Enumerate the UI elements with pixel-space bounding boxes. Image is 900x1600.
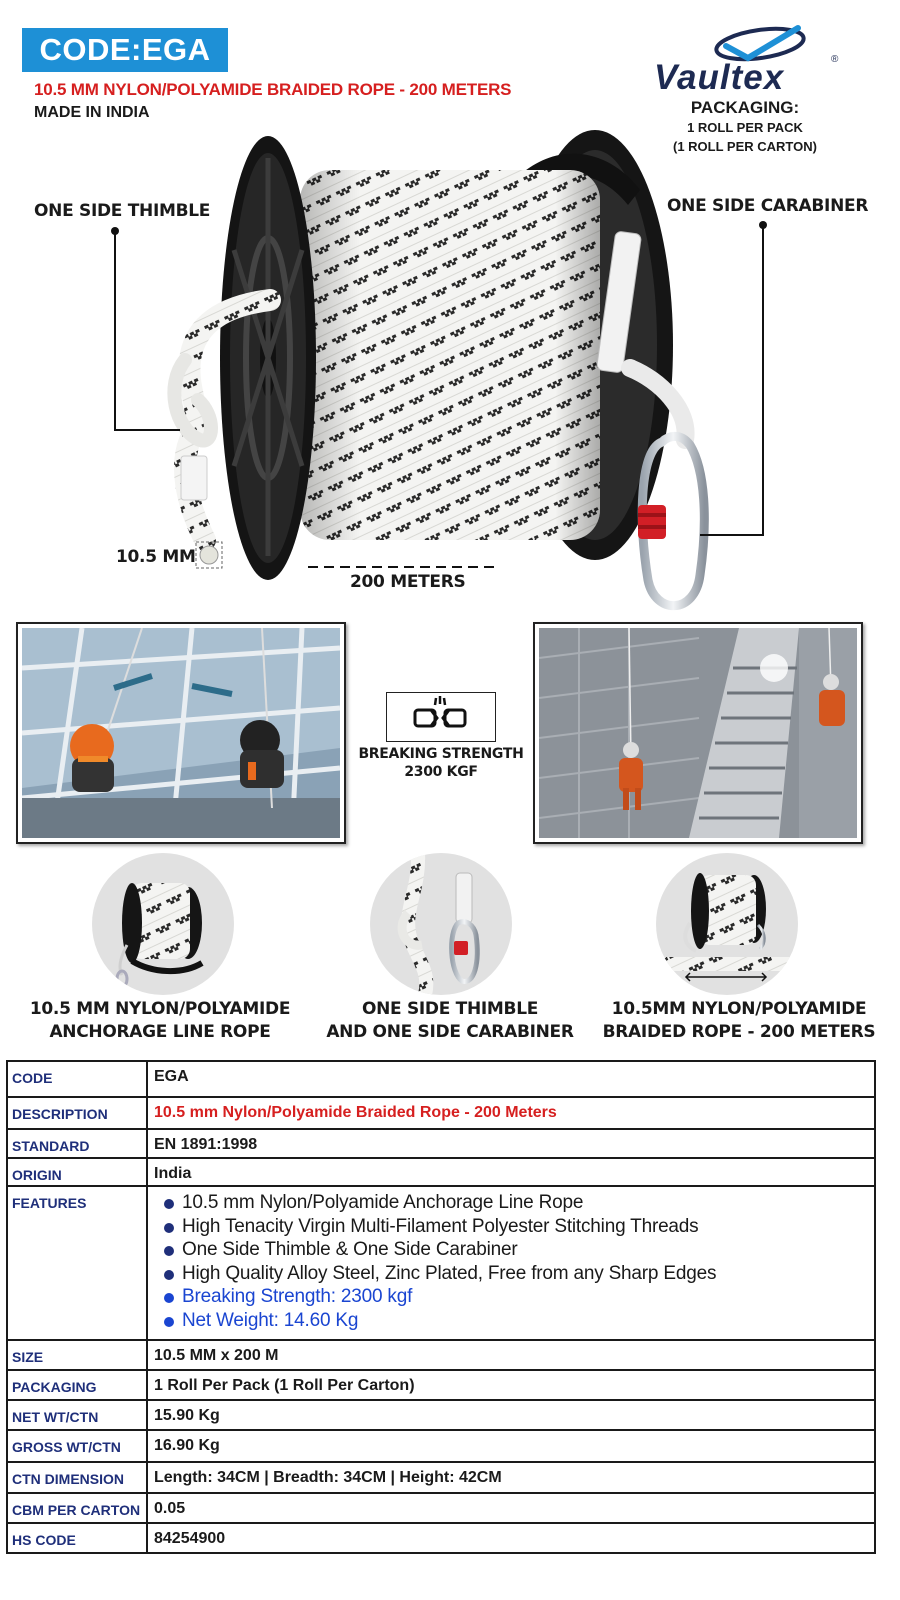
spec-row-net-weight	[7, 1400, 875, 1430]
feature-item: Net Weight: 14.60 Kg	[162, 1309, 874, 1333]
circle-caption-1-line-1: 10.5 MM NYLON/POLYAMIDE	[29, 999, 291, 1019]
spec-key: CBM PER CARTON	[7, 1493, 147, 1523]
made-in-label: MADE IN INDIA	[34, 104, 150, 121]
spec-value: 10.5 mm Nylon/Polyamide Braided Rope - 200 Meters	[147, 1097, 875, 1129]
feature-item: High Quality Alloy Steel, Zinc Plated, Free from any Sharp Edges	[162, 1262, 874, 1286]
spec-value: EN 1891:1998	[147, 1129, 875, 1158]
spec-value: 84254900	[147, 1523, 875, 1553]
spec-key: SIZE	[7, 1340, 147, 1370]
spec-table	[6, 1060, 876, 1554]
spec-value: 10.5 MM x 200 M	[147, 1340, 875, 1370]
circle-caption-3-line-1: 10.5MM NYLON/POLYAMIDE	[611, 999, 867, 1019]
spec-key: FEATURES	[7, 1186, 147, 1340]
broken-chain-icon	[387, 693, 494, 740]
feature-item: 10.5 mm Nylon/Polyamide Anchorage Line Rope	[162, 1191, 874, 1215]
circle-caption-2-line-1: ONE SIDE THIMBLE	[361, 999, 539, 1019]
spec-value: 15.90 Kg	[147, 1400, 875, 1430]
rope-reel-illustration	[0, 0, 900, 620]
breaking-strength-badge	[386, 692, 496, 742]
spec-row-ctn-dimension	[7, 1462, 875, 1493]
glass-roof-workers-illustration	[22, 628, 340, 838]
feature-list	[148, 1187, 874, 1339]
spec-row-description	[7, 1097, 875, 1129]
circle-caption-1-line-2: ANCHORAGE LINE ROPE	[49, 1022, 271, 1042]
thimble-carabiner-thumbnail	[370, 853, 512, 995]
circle-caption-3-line-2: BRAIDED ROPE - 200 METERS	[602, 1022, 876, 1042]
spec-value	[147, 1186, 875, 1340]
carabiner-callout: ONE SIDE CARABINER	[667, 196, 869, 216]
spec-key: PACKAGING	[7, 1370, 147, 1400]
code-badge: CODE:EGA	[22, 28, 228, 72]
spec-key: ORIGIN	[7, 1158, 147, 1186]
feature-item: Breaking Strength: 2300 kgf	[162, 1285, 874, 1309]
spec-row-gross-weight	[7, 1430, 875, 1462]
spec-key: GROSS WT/CTN	[7, 1430, 147, 1462]
spec-row-hs-code	[7, 1523, 875, 1553]
spec-key: CTN DIMENSION	[7, 1462, 147, 1493]
rope-reel-icon	[92, 853, 234, 995]
feature-item: One Side Thimble & One Side Carabiner	[162, 1238, 874, 1262]
spec-row-packaging	[7, 1370, 875, 1400]
spec-value: 16.90 Kg	[147, 1430, 875, 1462]
spec-key: HS CODE	[7, 1523, 147, 1553]
packaging-line-2: (1 ROLL PER CARTON)	[673, 139, 817, 154]
product-subtitle: 10.5 MM NYLON/POLYAMIDE BRAIDED ROPE - 200 METERS	[34, 80, 512, 99]
breaking-strength-value: 2300 KGF	[404, 764, 478, 780]
spec-key: DESCRIPTION	[7, 1097, 147, 1129]
packaging-title: PACKAGING:	[690, 98, 800, 117]
spec-value: EGA	[147, 1061, 875, 1097]
circle-caption-3	[594, 998, 884, 1044]
spec-key: NET WT/CTN	[7, 1400, 147, 1430]
spec-key: CODE	[7, 1061, 147, 1097]
brand-name: Vaultex	[654, 58, 785, 97]
thimble-callout: ONE SIDE THIMBLE	[34, 201, 211, 221]
spec-value: 0.05	[147, 1493, 875, 1523]
spec-row-standard	[7, 1129, 875, 1158]
rope-reel-thumbnail	[92, 853, 234, 995]
circle-caption-2	[310, 998, 590, 1044]
circle-caption-1	[10, 998, 310, 1044]
facade-workers-illustration	[539, 628, 857, 838]
spec-row-size	[7, 1340, 875, 1370]
spec-row-code	[7, 1061, 875, 1097]
spec-value: 1 Roll Per Pack (1 Roll Per Carton)	[147, 1370, 875, 1400]
spec-value: India	[147, 1158, 875, 1186]
spec-value: Length: 34CM | Breadth: 34CM | Height: 42CM	[147, 1462, 875, 1493]
spec-row-features	[7, 1186, 875, 1340]
spec-key: STANDARD	[7, 1129, 147, 1158]
circle-caption-2-line-2: AND ONE SIDE CARABINER	[326, 1022, 574, 1042]
thimble-carabiner-icon	[370, 853, 512, 995]
rope-length-icon	[656, 853, 798, 995]
packaging-line-1: 1 ROLL PER PACK	[687, 120, 803, 135]
rope-length-thumbnail	[656, 853, 798, 995]
breaking-strength-label: BREAKING STRENGTH	[358, 746, 524, 762]
diameter-callout: 10.5 MM	[116, 547, 196, 567]
feature-item: High Tenacity Virgin Multi-Filament Polyester Stitching Threads	[162, 1215, 874, 1239]
length-callout: 200 METERS	[350, 572, 466, 592]
spec-row-cbm	[7, 1493, 875, 1523]
facade-rope-access-photo	[533, 622, 863, 844]
spec-row-origin	[7, 1158, 875, 1186]
window-cleaning-photo	[16, 622, 346, 844]
registered-mark: ®	[831, 54, 839, 65]
